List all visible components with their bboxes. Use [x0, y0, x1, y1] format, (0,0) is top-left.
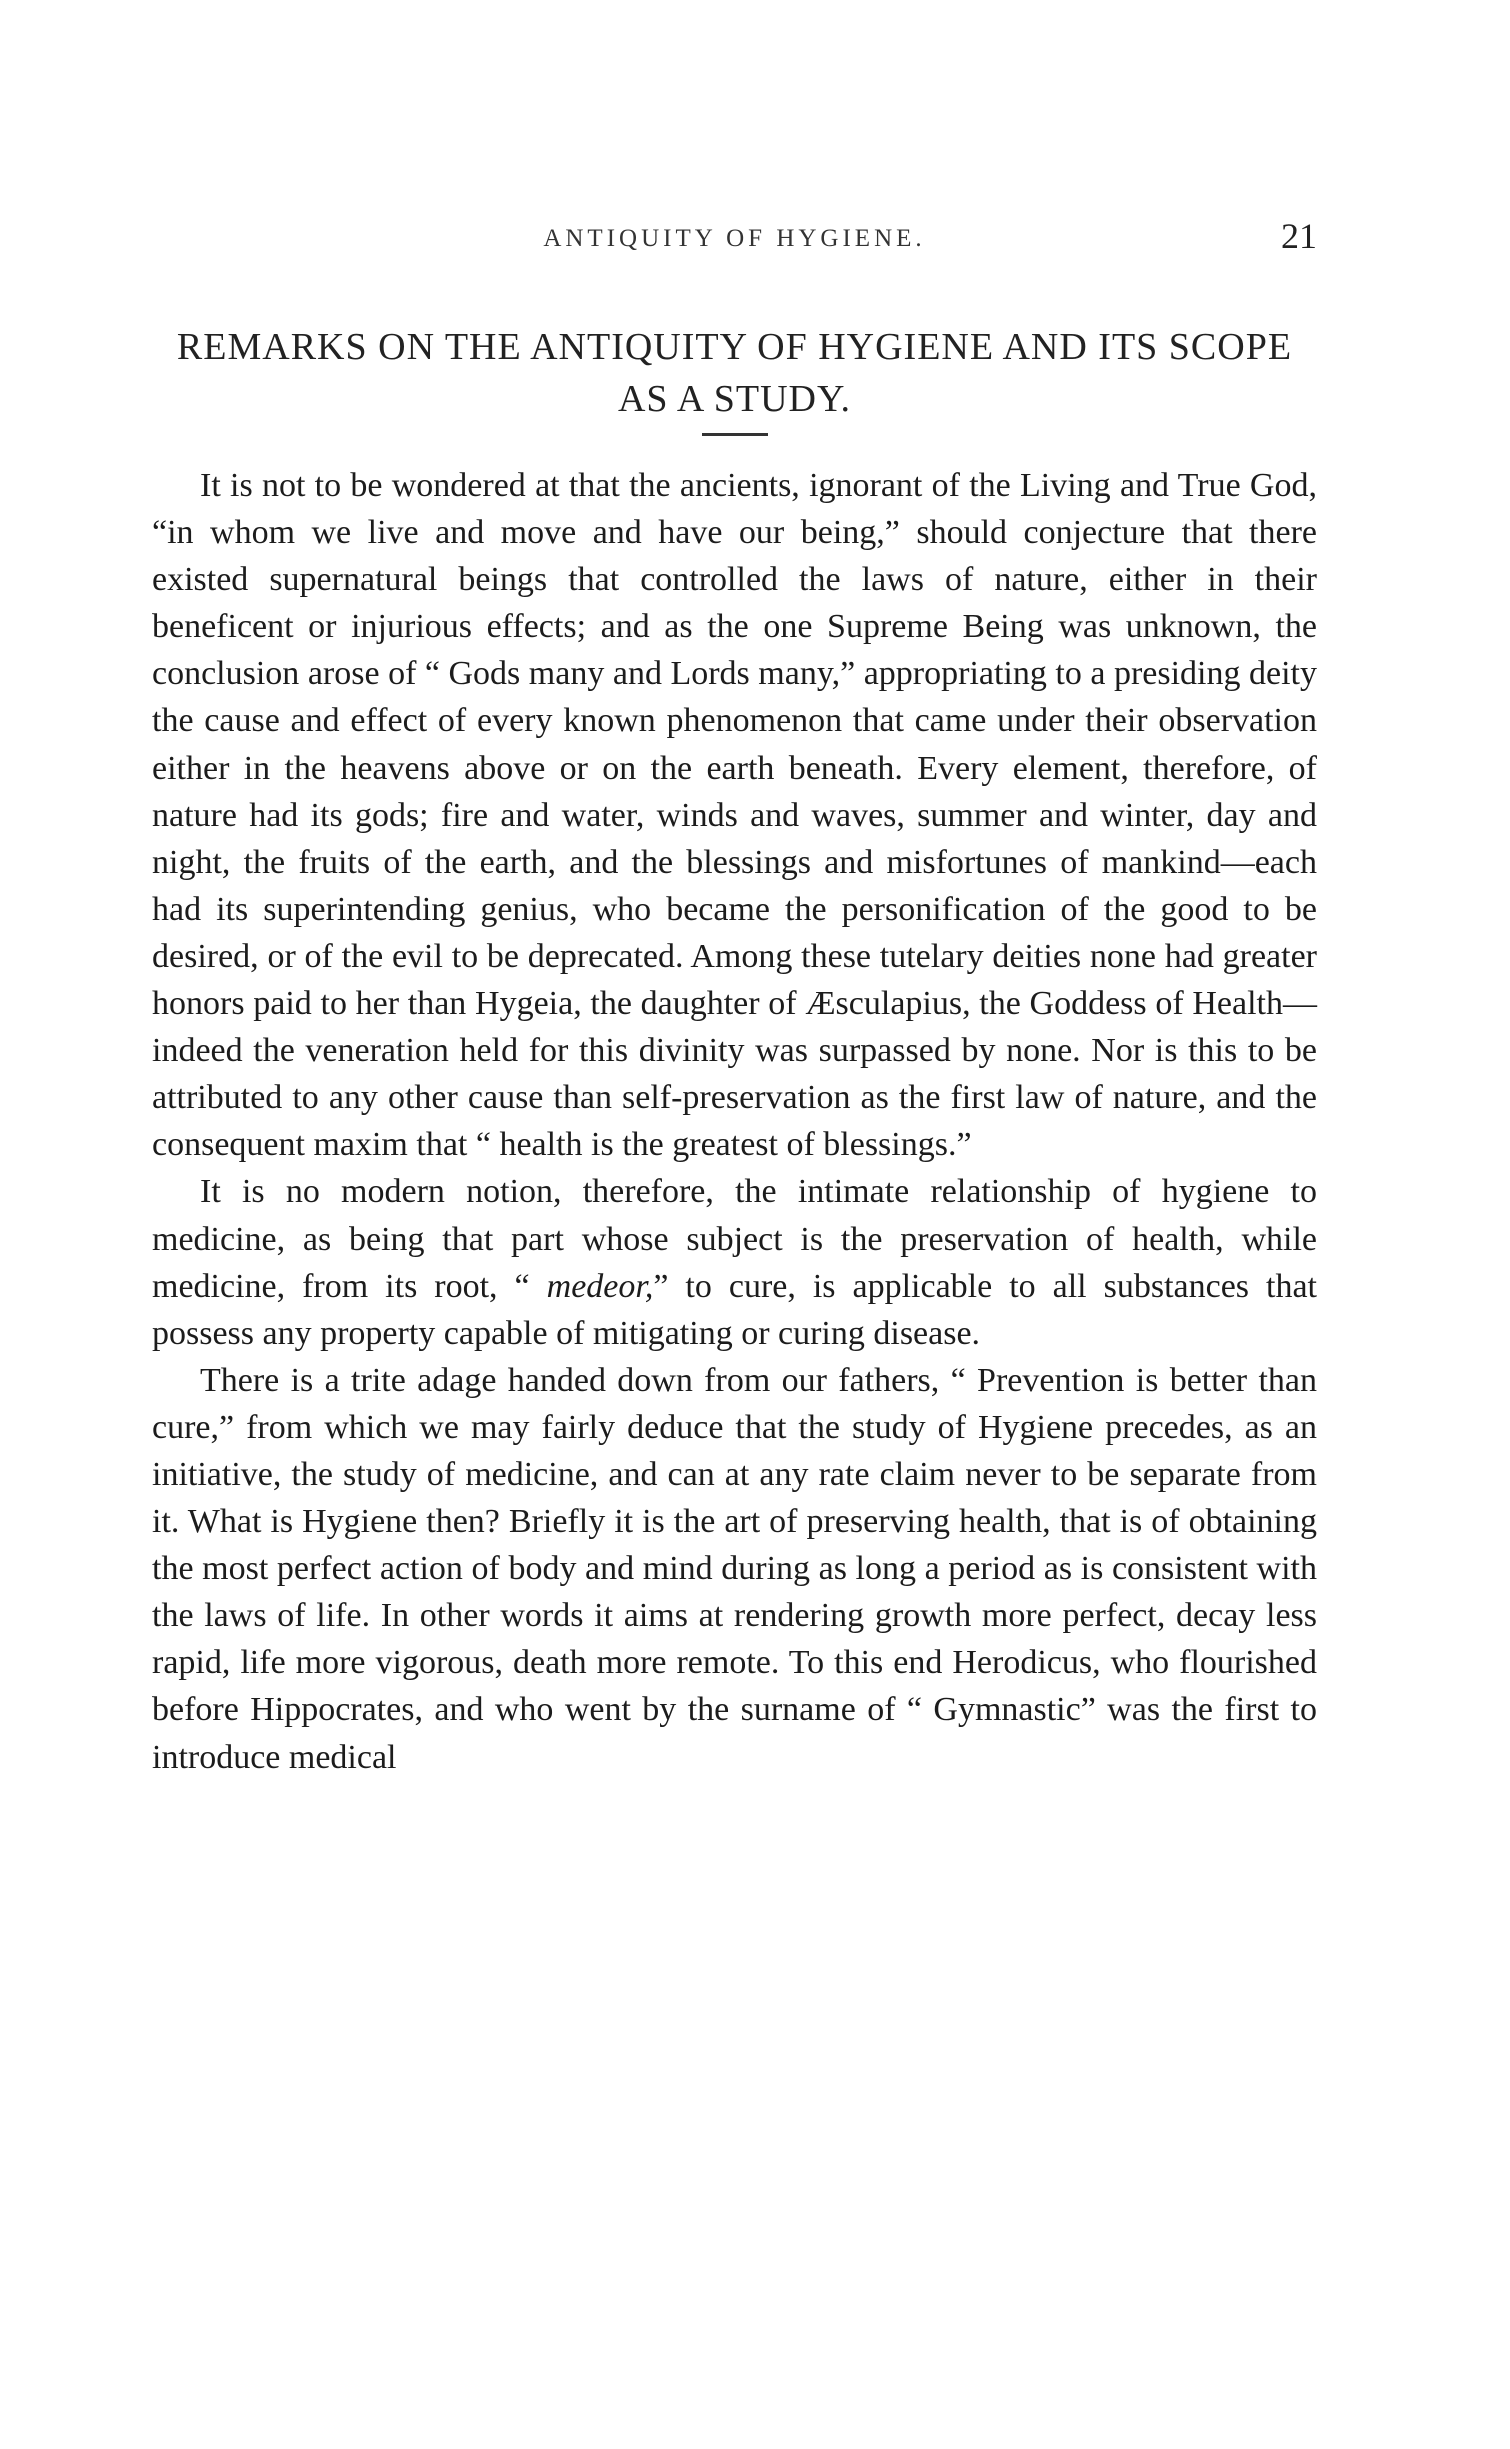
- latin-term: medeor,: [546, 1267, 654, 1305]
- article-body: [152, 462, 1317, 1781]
- paragraph-text: ” to cure, is applicable to all substances that possess any property capable of mitigating or curing disease.: [152, 1267, 1318, 1352]
- paragraph-text: There is a trite adage handed down from our fathers, “ Prevention is better than cure,” from which we may fairly deduce that the study of Hygiene precedes, as an initiative, the study of medicine, and can at any rate claim never to be separate from it. What is Hygiene then? Briefly it is the art of preserving health, that is of obtaining the most perfect action of body and mind during as long a period as is consistent with the laws of life. In other words it aims at rendering growth more perfect, decay less rapid, life more vigorous, death more remote. To this end Herodicus, who flourished before Hippocrates, and who went by the surname of “ Gymnastic” was the first to introduce medical: [152, 1361, 1317, 1776]
- paragraph-3: [152, 1357, 1317, 1781]
- paragraph-1: [152, 462, 1317, 1168]
- paragraph-text: It is no modern notion, therefore, the intimate relationship of hygiene to medicine, as being that part whose subject is the preservation of health, while medicine, from its root, “: [152, 1173, 1317, 1305]
- article-title: REMARKS ON THE ANTIQUITY OF HYGIENE AND ITS SCOPE AS A STUDY.: [176, 326, 1293, 420]
- title-rule: [702, 433, 768, 436]
- paragraph-text: It is not to be wondered at that the ancients, ignorant of the Living and True God, “in whom we live and move and have our being,” should conjecture that there existed supernatural beings that controlled the laws of nature, either in their beneficent or injurious effects; and as the one Supreme Being was unknown, the conclusion arose of “ Gods many and Lords many,” appropriating to a presiding deity the cause and effect of every known phenomenon that came under their observation either in the heavens above or on the earth beneath. Every element, therefore, of nature had its gods; fire and water, winds and waves, summer and winter, day and night, the fruits of the earth, and the blessings and misfortunes of mankind—each had its superintending genius, who became the personification of the good to be desired, or of the evil to be deprecated. Among these tutelary deities none had greater honors paid to her than Hygeia, the daughter of Æsculapius, the Goddess of Health—indeed the veneration held for this divinity was surpassed by none. Nor is this to be attributed to any other cause than self-preservation as the first law of nature, and the consequent maxim that “ health is the greatest of blessings.”: [152, 467, 1317, 1164]
- running-head: [152, 215, 1317, 265]
- page-number: 21: [1281, 216, 1317, 256]
- running-title: ANTIQUITY OF HYGIENE.: [543, 225, 926, 252]
- page: [152, 215, 1317, 1781]
- paragraph-2: [152, 1168, 1317, 1356]
